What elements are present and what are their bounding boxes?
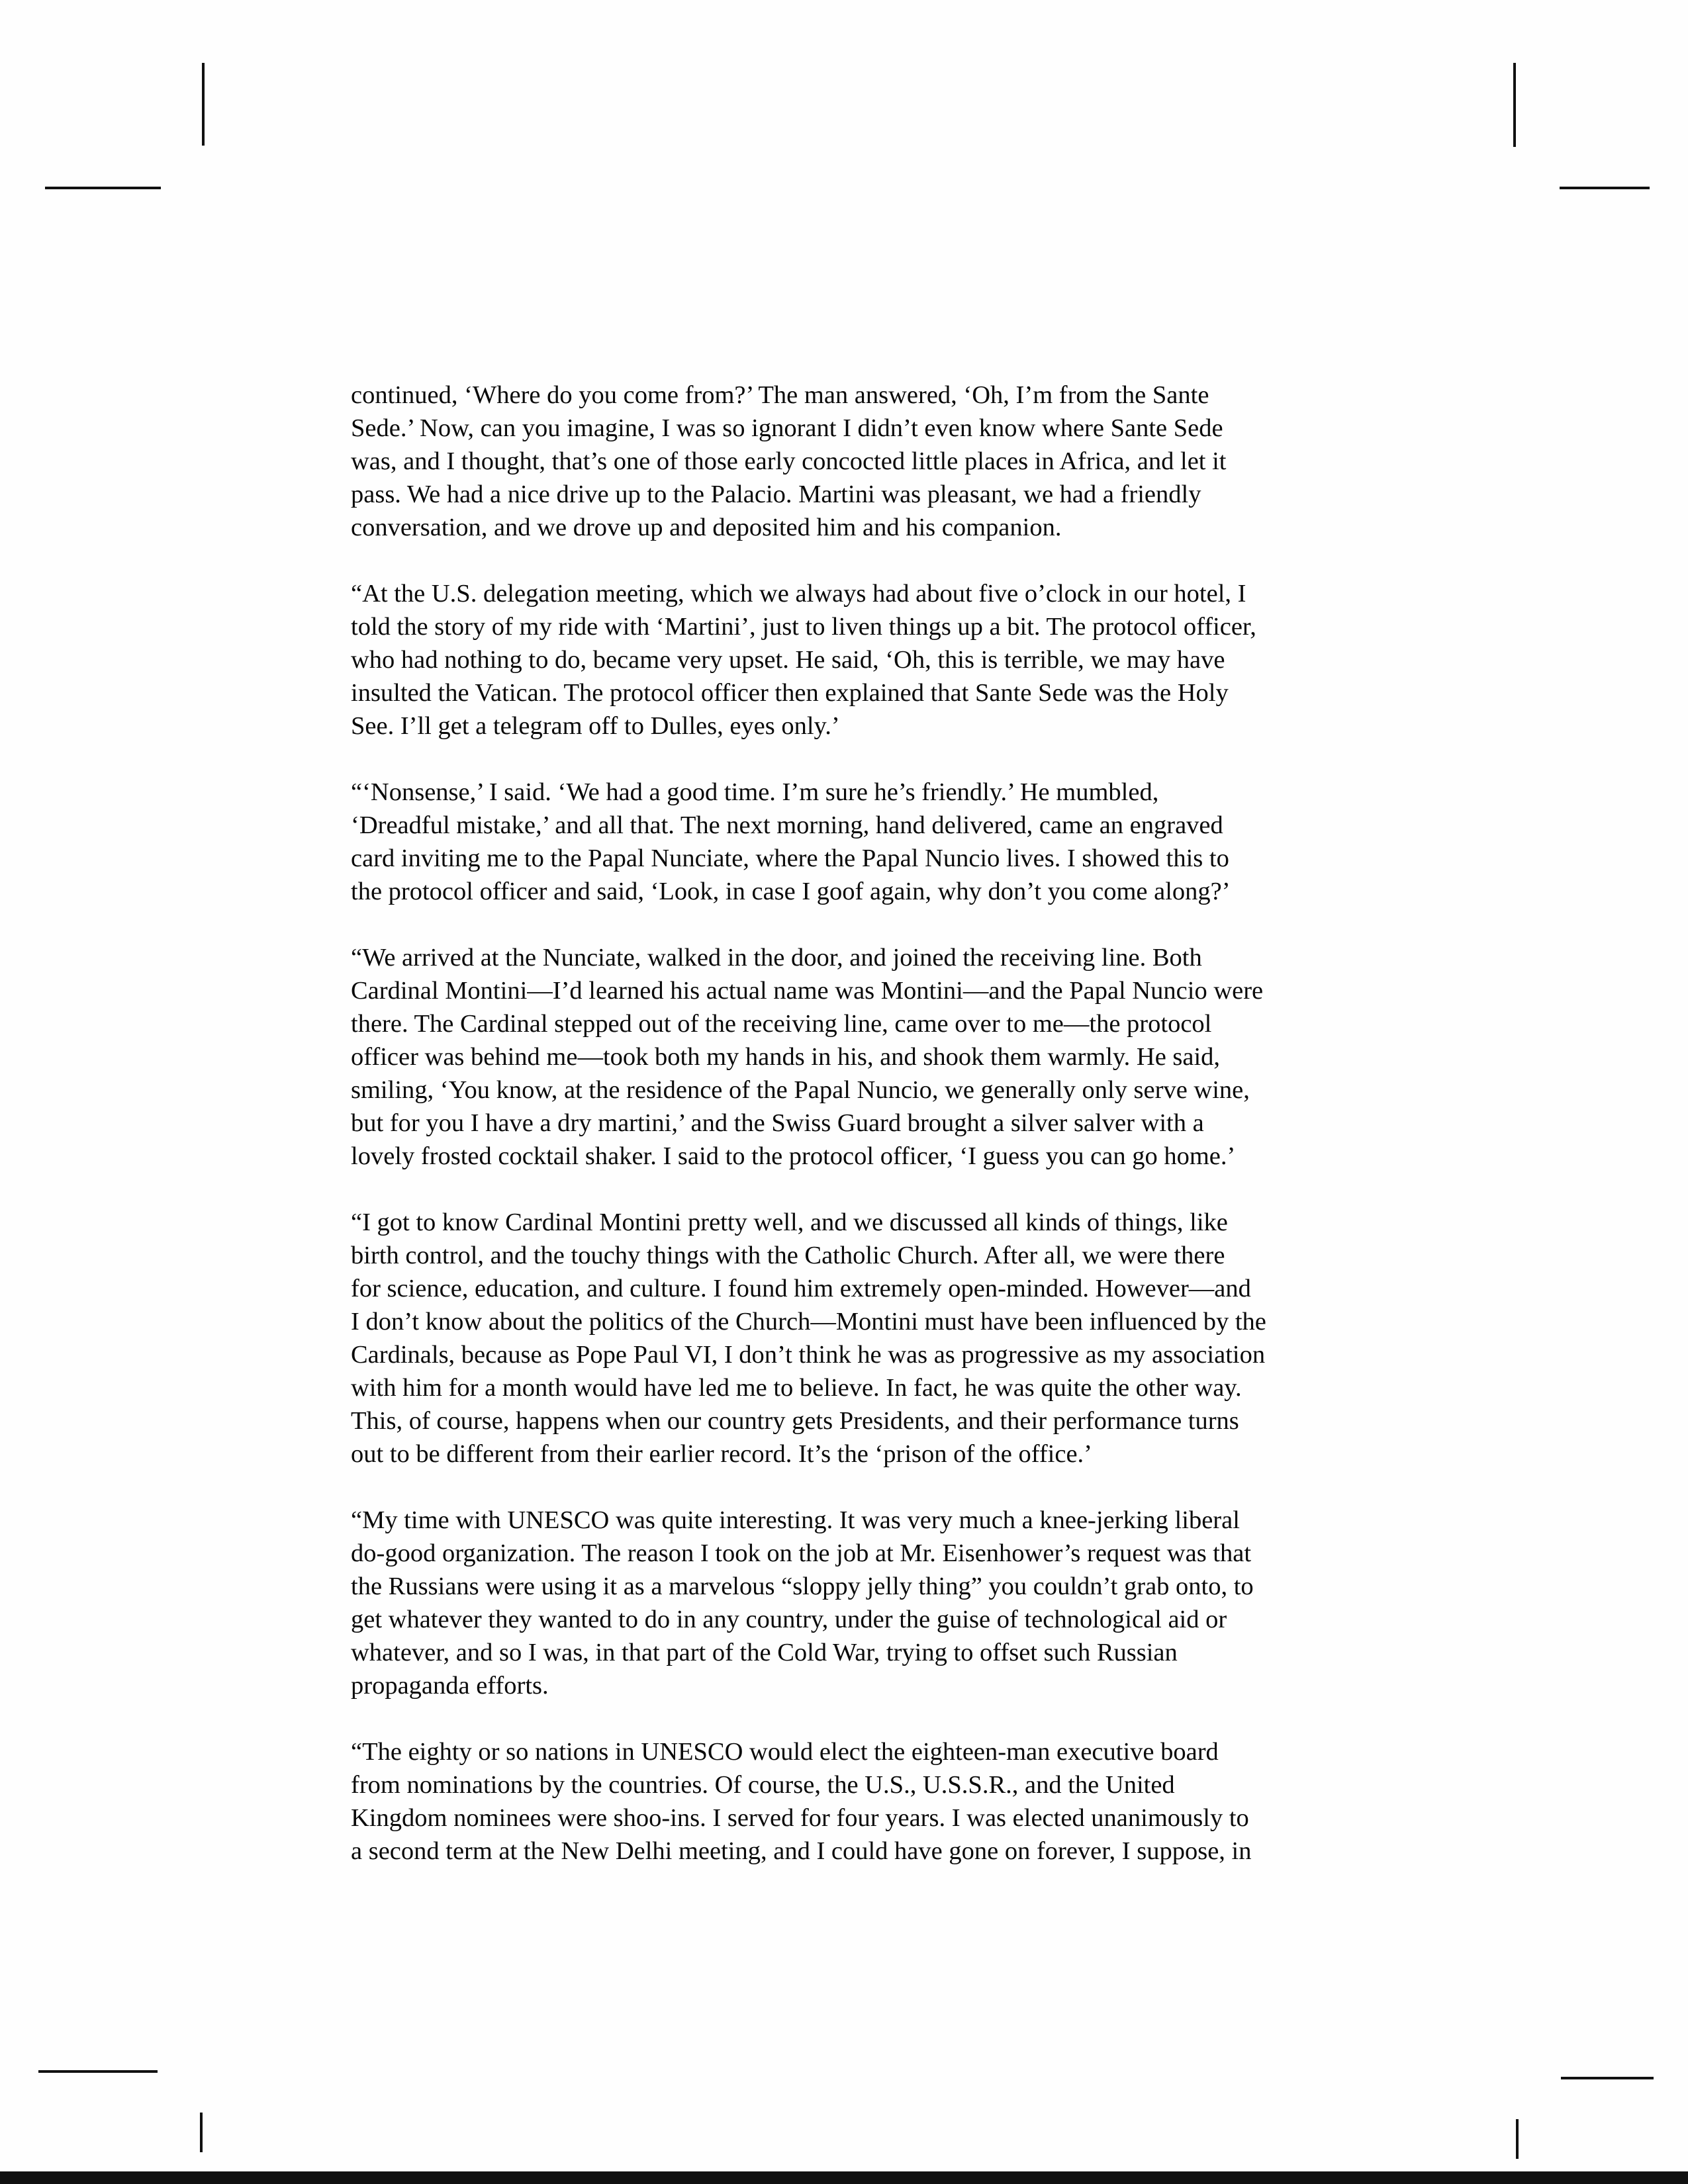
text-line: do-good organization. The reason I took on the job at Mr. Eisenhower’s request was that bbox=[351, 1539, 1252, 1567]
crop-mark-bottom-left-vertical bbox=[200, 2113, 203, 2152]
text-line: the Russians were using it as a marvelous “sloppy jelly thing” you couldn’t grab onto, to bbox=[351, 1572, 1254, 1600]
crop-mark-bottom-right-horizontal bbox=[1561, 2077, 1654, 2079]
text-line: get whatever they wanted to do in any country, under the guise of technological aid or bbox=[351, 1606, 1227, 1633]
text-line: Sede.’ Now, can you imagine, I was so ignorant I didn’t even know where Sante Sede bbox=[351, 414, 1223, 442]
text-line: card inviting me to the Papal Nunciate, where the Papal Nuncio lives. I showed this to bbox=[351, 844, 1229, 872]
text-line: birth control, and the touchy things with the Catholic Church. After all, we were there bbox=[351, 1242, 1225, 1269]
crop-mark-bottom-right-vertical bbox=[1516, 2119, 1519, 2159]
text-line: pass. We had a nice drive up to the Palacio. Martini was pleasant, we had a friendly bbox=[351, 480, 1201, 508]
scan-edge-bar bbox=[0, 2171, 1688, 2184]
text-line: from nominations by the countries. Of course, the U.S., U.S.S.R., and the United bbox=[351, 1771, 1175, 1799]
crop-mark-top-left-vertical bbox=[202, 63, 205, 146]
text-line: whatever, and so I was, in that part of the Cold War, trying to offset such Russian bbox=[351, 1639, 1178, 1666]
text-line: “I got to know Cardinal Montini pretty well, and we discussed all kinds of things, like bbox=[351, 1208, 1228, 1236]
text-line: “We arrived at the Nunciate, walked in the door, and joined the receiving line. Both bbox=[351, 944, 1202, 972]
document-body bbox=[351, 379, 1370, 1901]
crop-mark-bottom-left-horizontal bbox=[38, 2070, 158, 2073]
crop-mark-top-left-horizontal bbox=[45, 187, 161, 189]
text-line: lovely frosted cocktail shaker. I said to the protocol officer, ‘I guess you can go home.’ bbox=[351, 1142, 1236, 1170]
text-line: there. The Cardinal stepped out of the receiving line, came over to me—the protocol bbox=[351, 1010, 1212, 1038]
text-line: but for you I have a dry martini,’ and the Swiss Guard brought a silver salver with a bbox=[351, 1109, 1204, 1137]
text-line: “‘Nonsense,’ I said. ‘We had a good time. I’m sure he’s friendly.’ He mumbled, bbox=[351, 778, 1159, 806]
text-line: continued, ‘Where do you come from?’ The man answered, ‘Oh, I’m from the Sante bbox=[351, 381, 1209, 409]
paragraph bbox=[351, 941, 1370, 1173]
text-line: “The eighty or so nations in UNESCO would elect the eighteen-man executive board bbox=[351, 1738, 1219, 1766]
text-line: Kingdom nominees were shoo-ins. I served for four years. I was elected unanimously to bbox=[351, 1804, 1249, 1832]
text-line: ‘Dreadful mistake,’ and all that. The next morning, hand delivered, came an engraved bbox=[351, 811, 1223, 839]
paragraph bbox=[351, 776, 1370, 908]
text-line: “My time with UNESCO was quite interesting. It was very much a knee-jerking liberal bbox=[351, 1506, 1240, 1534]
text-line: a second term at the New Delhi meeting, and I could have gone on forever, I suppose, in bbox=[351, 1837, 1252, 1865]
text-line: I don’t know about the politics of the Church—Montini must have been influenced by the bbox=[351, 1308, 1266, 1336]
text-line: the protocol officer and said, ‘Look, in case I goof again, why don’t you come along?’ bbox=[351, 878, 1231, 905]
paragraph bbox=[351, 379, 1370, 544]
text-line: conversation, and we drove up and deposited him and his companion. bbox=[351, 514, 1062, 541]
crop-mark-top-right-vertical bbox=[1513, 63, 1516, 147]
text-line: Cardinal Montini—I’d learned his actual name was Montini—and the Papal Nuncio were bbox=[351, 977, 1264, 1005]
text-line: propaganda efforts. bbox=[351, 1672, 549, 1700]
text-line: officer was behind me—took both my hands in his, and shook them warmly. He said, bbox=[351, 1043, 1221, 1071]
text-line: out to be different from their earlier record. It’s the ‘prison of the office.’ bbox=[351, 1440, 1092, 1468]
text-line: Cardinals, because as Pope Paul VI, I don’t think he was as progressive as my association bbox=[351, 1341, 1266, 1369]
text-line: See. I’ll get a telegram off to Dulles, eyes only.’ bbox=[351, 712, 840, 740]
paragraph bbox=[351, 1504, 1370, 1702]
text-line: for science, education, and culture. I found him extremely open-minded. However—and bbox=[351, 1275, 1251, 1302]
paragraph bbox=[351, 577, 1370, 743]
text-line: who had nothing to do, became very upset. He said, ‘Oh, this is terrible, we may have bbox=[351, 646, 1225, 674]
text-line: with him for a month would have led me to believe. In fact, he was quite the other way. bbox=[351, 1374, 1242, 1402]
text-line: This, of course, happens when our country gets Presidents, and their performance turns bbox=[351, 1407, 1239, 1435]
text-line: told the story of my ride with ‘Martini’, just to liven things up a bit. The protocol officer, bbox=[351, 613, 1256, 641]
paragraph bbox=[351, 1206, 1370, 1471]
crop-mark-top-right-horizontal bbox=[1560, 187, 1650, 189]
text-line: was, and I thought, that’s one of those early concocted little places in Africa, and let it bbox=[351, 447, 1227, 475]
text-line: insulted the Vatican. The protocol officer then explained that Sante Sede was the Holy bbox=[351, 679, 1229, 707]
paragraph bbox=[351, 1735, 1370, 1868]
text-line: “At the U.S. delegation meeting, which we always had about five o’clock in our hotel, I bbox=[351, 580, 1246, 608]
text-line: smiling, ‘You know, at the residence of the Papal Nuncio, we generally only serve wine, bbox=[351, 1076, 1250, 1104]
